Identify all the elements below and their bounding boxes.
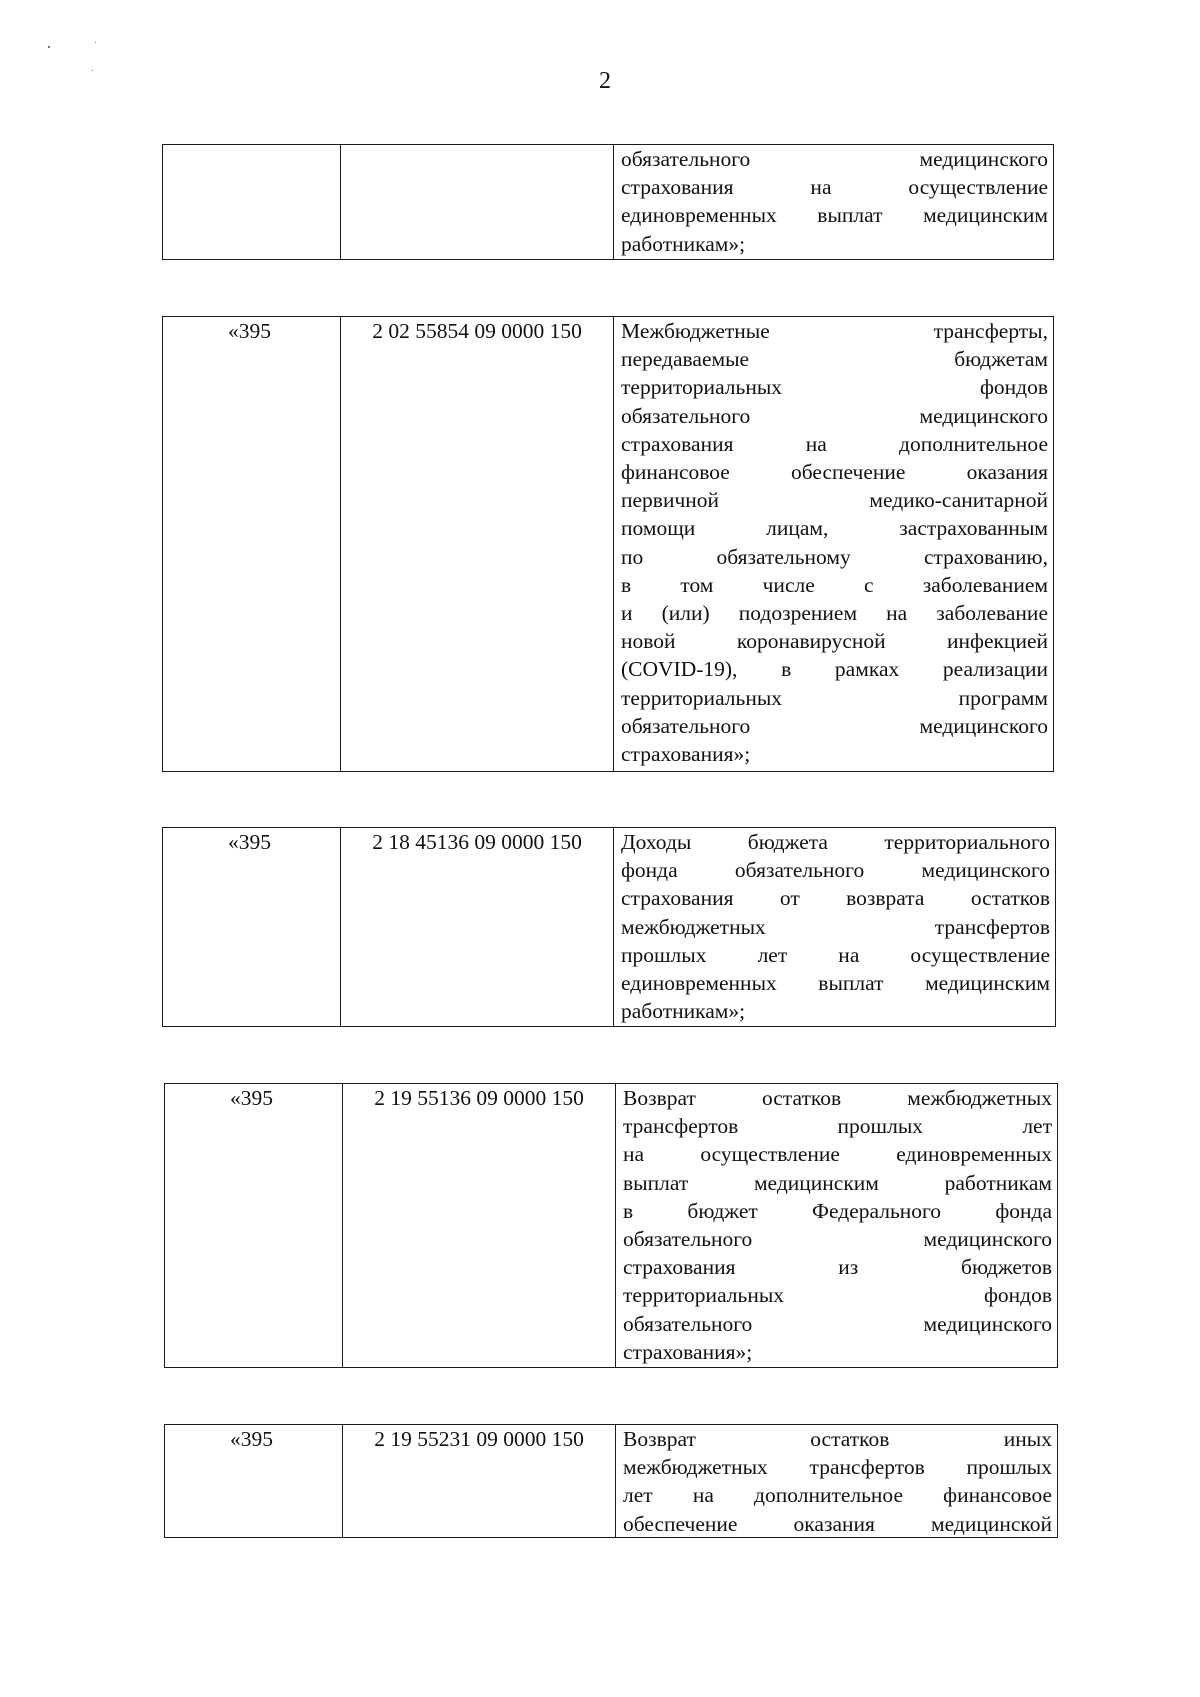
description-line: новой коронавирусной инфекцией [621,629,1048,654]
description-line: межбюджетных трансфертов прошлых [623,1455,1052,1480]
description-cell [614,145,1053,259]
description-line: Возврат остатков иных [623,1427,1052,1451]
budget-code-cell [341,145,614,259]
description-line: обеспечение оказания медицинской [623,1511,1052,1536]
description-line: страхования»; [621,742,751,767]
description-line: страхования на дополнительное [621,431,1048,456]
description-line: работникам»; [621,231,746,256]
description-line: помощи лицам, застрахованным [621,516,1048,541]
description-line: обязательного медицинского [623,1227,1052,1252]
budget-code-cell: 2 02 55854 09 0000 150 [341,317,614,771]
description-line: трансфертов прошлых лет [623,1114,1052,1139]
description-cell [616,1425,1057,1537]
description-line: обязательного медицинского [621,403,1048,428]
description-line: обязательного медицинского [621,147,1048,171]
description-cell [614,317,1053,771]
description-line: на осуществление единовременных [623,1142,1052,1167]
description-line: по обязательному страхованию, [621,544,1048,569]
description-line: в том числе с заболеванием [621,572,1048,597]
description-line: страхования из бюджетов [623,1255,1052,1280]
admin-code-cell: «395 [163,828,341,1026]
description-line: выплат медицинским работникам [623,1170,1052,1195]
description-cell [616,1084,1057,1367]
admin-code-cell [163,145,341,259]
description-line: фонда обязательного медицинского [621,858,1050,883]
description-cell [614,828,1055,1026]
description-line: лет на дополнительное финансовое [623,1483,1052,1508]
description-line: (COVID-19), в рамках реализации [621,657,1048,682]
description-line: обязательного медицинского [623,1311,1052,1336]
description-line: финансовое обеспечение оказания [621,460,1048,485]
description-line: передаваемые бюджетам [621,347,1048,372]
description-line: работникам»; [621,999,746,1024]
description-line: страхования от возврата остатков [621,886,1050,911]
description-line: территориальных фондов [621,375,1048,400]
table-block [162,144,1054,260]
description-line: страхования на осуществление [621,175,1048,200]
scan-speck [95,42,96,43]
description-line: обязательного медицинского [621,713,1048,738]
description-line: страхования»; [623,1339,753,1364]
table-block [164,1424,1058,1538]
table-block [164,1083,1058,1368]
table-block [162,827,1056,1027]
description-line: территориальных фондов [623,1283,1052,1308]
table-block [162,316,1054,772]
description-line: Возврат остатков межбюджетных [623,1086,1052,1110]
description-line: Межбюджетные трансферты, [621,319,1048,343]
description-line: прошлых лет на осуществление [621,942,1050,967]
admin-code-cell: «395 [163,317,341,771]
scan-speck [92,70,93,71]
admin-code-cell: «395 [165,1425,343,1537]
description-line: межбюджетных трансфертов [621,914,1050,939]
description-line: единовременных выплат медицинским [621,971,1050,996]
budget-code-cell: 2 19 55136 09 0000 150 [343,1084,616,1367]
budget-code-cell: 2 18 45136 09 0000 150 [341,828,614,1026]
description-line: и (или) подозрением на заболевание [621,601,1048,626]
description-line: единовременных выплат медицинским [621,203,1048,228]
description-line: в бюджет Федерального фонда [623,1198,1052,1223]
admin-code-cell: «395 [165,1084,343,1367]
description-line: первичной медико-санитарной [621,488,1048,513]
budget-code-cell: 2 19 55231 09 0000 150 [343,1425,616,1537]
page-number: 2 [599,68,611,94]
scan-speck [48,46,50,48]
description-line: Доходы бюджета территориального [621,830,1050,854]
description-line: территориальных программ [621,685,1048,710]
